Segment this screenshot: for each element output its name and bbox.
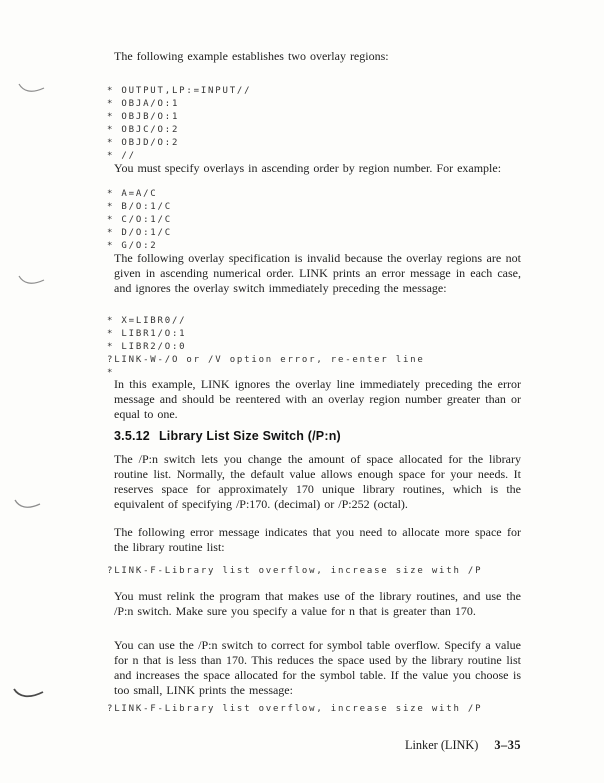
code-line: * OBJB/O:1	[107, 112, 180, 122]
section-title: Library List Size Switch (/P:n)	[158, 429, 341, 443]
code-line: * C/O:1/C	[107, 215, 172, 225]
code-line: ?LINK-F-Library list overflow, increase size with /P	[107, 566, 483, 576]
code-code5	[107, 703, 482, 716]
paragraph-p5: The /P:n switch lets you change the amount of space allocated for the library routine list. Normally, the default value allows enough space for your needs. It reserves space for approximately 170 unique library routines, which is the equivalent of specifying /P:170. (decimal) or /P:252 (octal).	[114, 452, 521, 511]
code-line: * OBJC/O:2	[107, 125, 180, 135]
section-number: 3.5.12	[114, 429, 150, 443]
code-line: * OUTPUT,LP:=INPUT//	[107, 86, 252, 96]
code-line: * OBJA/O:1	[107, 99, 180, 109]
code-code4	[107, 565, 482, 578]
footer-page-number: 3–35	[494, 738, 521, 752]
code-line: * LIBR2/O:0	[107, 342, 187, 352]
paragraph-p6: The following error message indicates that you need to allocate more space for the library routine list:	[114, 525, 521, 554]
code-line: * //	[107, 151, 136, 161]
code-line: * A=A/C	[107, 189, 158, 199]
paragraph-p2: You must specify overlays in ascending order by region number. For example:	[114, 161, 502, 175]
pen-mark-icon	[13, 498, 43, 512]
code-line: * B/O:1/C	[107, 202, 172, 212]
code-code1	[107, 85, 251, 163]
code-line: *	[107, 368, 115, 378]
code-code2	[107, 188, 172, 253]
code-line: * OBJD/O:2	[107, 138, 180, 148]
paragraph-p4: In this example, LINK ignores the overlay line immediately preceding the error message and should be reentered with an overlay region number greater than or equal to one.	[114, 377, 521, 421]
paragraph-p1: The following example establishes two overlay regions:	[114, 49, 389, 63]
paragraph-p3: The following overlay specification is invalid because the overlay regions are not given in ascending numerical order. LINK prints an error message in each case, and ignores the overlay switch immediately preceding the message:	[114, 251, 521, 295]
paragraph-p8: You can use the /P:n switch to correct for symbol table overflow. Specify a value for n that is less than 170. This reduces the space used by the library routine list and increases the space allocated for the symbol table. If the value you choose is too small, LINK prints the message:	[114, 638, 521, 697]
pen-mark-icon	[17, 274, 47, 288]
code-line: * X=LIBR0//	[107, 316, 187, 326]
code-line: * D/O:1/C	[107, 228, 172, 238]
code-line: * G/O:2	[107, 241, 158, 251]
code-line: * LIBR1/O:1	[107, 329, 187, 339]
page-footer	[405, 738, 521, 753]
code-code3	[107, 315, 425, 380]
code-line: ?LINK-F-Library list overflow, increase size with /P	[107, 704, 483, 714]
footer-running-title: Linker (LINK)	[404, 738, 479, 752]
pen-mark-icon	[17, 82, 47, 96]
pen-mark-icon	[12, 686, 46, 702]
heading-h1	[114, 428, 534, 444]
code-line: ?LINK-W-/O or /V option error, re-enter line	[107, 355, 425, 365]
paragraph-p7: You must relink the program that makes use of the library routines, and use the /P:n switch. Make sure you specify a value for n that is greater than 170.	[114, 589, 521, 618]
